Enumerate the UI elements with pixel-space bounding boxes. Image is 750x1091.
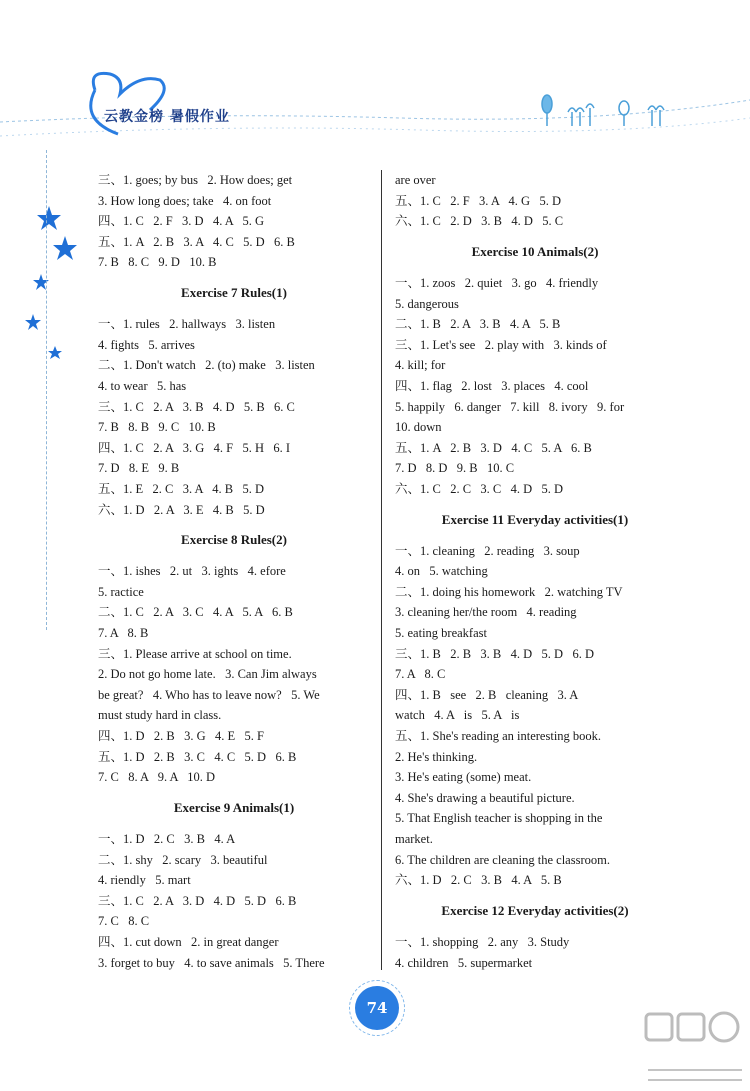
answer-line: 一、1. cleaning 2. reading 3. soup <box>395 543 580 558</box>
answer-line: market. <box>395 832 433 846</box>
spacer <box>98 273 370 283</box>
watermark-logo <box>640 1000 750 1091</box>
answer-line: 二、1. B 2. A 3. B 4. A 5. B <box>395 317 561 332</box>
answers-left-column <box>98 170 370 973</box>
spacer <box>395 232 675 242</box>
star-icon <box>25 314 41 330</box>
answer-line: 五、1. C 2. F 3. A 4. G 5. D <box>395 193 561 208</box>
answer-line: 5. happily 6. danger 7. kill 8. ivory 9. for <box>395 399 625 414</box>
answer-line: 3. cleaning her/the room 4. reading <box>395 605 577 620</box>
spacer <box>98 819 370 829</box>
star-icon <box>48 346 62 359</box>
exercise-heading: Exercise 12 Everyday activities(2) <box>441 903 629 919</box>
margin-rule <box>46 150 47 630</box>
answer-line: 2. He's thinking. <box>395 749 478 764</box>
answer-line: 4. kill; for <box>395 358 446 373</box>
answer-line: be great? 4. Who has to leave now? 5. We <box>98 687 320 702</box>
answer-line: 三、1. Please arrive at school on time. <box>98 646 292 661</box>
answer-line: 四、1. cut down 2. in great danger <box>98 934 279 949</box>
answer-line: 四、1. B see 2. B cleaning 3. A <box>395 687 579 702</box>
answer-line: 3. forget to buy 4. to save animals 5. There <box>98 955 325 970</box>
answer-line: 7. D 8. E 9. B <box>98 461 180 476</box>
answer-line: 五、1. A 2. B 3. A 4. C 5. D 6. B <box>98 234 295 249</box>
spacer <box>395 922 675 932</box>
answer-line: 四、1. D 2. B 3. G 4. E 5. F <box>98 729 264 744</box>
answer-line: watch 4. A is 5. A is <box>395 708 520 723</box>
answer-line: 5. ractice <box>98 584 144 599</box>
answer-line: 7. D 8. D 9. B 10. C <box>395 461 515 476</box>
answer-line: 2. Do not go home late. 3. Can Jim always <box>98 667 317 682</box>
spacer <box>98 788 370 798</box>
answer-line: 五、1. A 2. B 3. D 4. C 5. A 6. B <box>395 440 592 455</box>
answer-line: 三、1. B 2. B 3. B 4. D 5. D 6. D <box>395 646 594 661</box>
answer-line: 五、1. She's reading an interesting book. <box>395 729 602 744</box>
answer-line: 4. She's drawing a beautiful picture. <box>395 790 575 805</box>
column-divider <box>381 170 382 970</box>
answer-line: 5. That English teacher is shopping in the <box>395 811 603 826</box>
answer-line: 六、1. D 2. C 3. B 4. A 5. B <box>395 873 562 888</box>
answer-line: 7. B 8. B 9. C 10. B <box>98 420 216 435</box>
spacer <box>395 891 675 901</box>
answers-right-column <box>395 170 675 973</box>
answer-line: 二、1. Don't watch 2. (to) make 3. listen <box>98 358 315 373</box>
answer-line: 4. on 5. watching <box>395 564 488 579</box>
brand-title: 云教金榜 暑假作业 <box>104 109 230 125</box>
spacer <box>98 304 370 314</box>
answer-line: 四、1. C 2. F 3. D 4. A 5. G <box>98 214 264 229</box>
exercise-heading: Exercise 10 Animals(2) <box>471 244 599 260</box>
plant-icon <box>542 95 664 126</box>
answer-line: 三、1. Let's see 2. play with 3. kinds of <box>395 337 607 352</box>
answer-line: 三、1. goes; by bus 2. How does; get <box>98 173 293 187</box>
answer-line: are over <box>395 173 436 187</box>
answer-line: 4. to wear 5. has <box>98 378 187 393</box>
answer-line: 7. C 8. A 9. A 10. D <box>98 770 216 785</box>
star-icon <box>37 206 61 230</box>
answer-line: 3. How long does; take 4. on foot <box>98 193 272 208</box>
answer-line: 4. riendly 5. mart <box>98 873 191 888</box>
answer-line: 四、1. C 2. A 3. G 4. F 5. H 6. I <box>98 440 291 455</box>
answer-line: 五、1. E 2. C 3. A 4. B 5. D <box>98 481 264 496</box>
answer-line: 三、1. C 2. A 3. B 4. D 5. B 6. C <box>98 399 295 414</box>
answer-line: 三、1. C 2. A 3. D 4. D 5. D 6. B <box>98 893 297 908</box>
answer-line: 7. C 8. C <box>98 914 150 929</box>
answer-line: 5. dangerous <box>395 296 459 311</box>
answer-line: 二、1. shy 2. scary 3. beautiful <box>98 852 268 867</box>
answer-line: 一、1. ishes 2. ut 3. ights 4. efore <box>98 564 286 579</box>
star-icon <box>53 236 77 260</box>
spacer <box>98 551 370 561</box>
answer-line: 六、1. C 2. C 3. C 4. D 5. D <box>395 481 564 496</box>
star-decoration <box>25 200 85 370</box>
answer-line: 六、1. C 2. D 3. B 4. D 5. C <box>395 214 564 229</box>
answer-line: 一、1. shopping 2. any 3. Study <box>395 934 570 949</box>
answer-line: 5. eating breakfast <box>395 626 487 641</box>
exercise-heading: Exercise 8 Rules(2) <box>181 532 287 548</box>
answer-line: 10. down <box>395 420 442 435</box>
answer-line: 一、1. zoos 2. quiet 3. go 4. friendly <box>395 275 599 290</box>
spacer <box>98 520 370 530</box>
answer-line: 6. The children are cleaning the classroom. <box>395 852 610 867</box>
answer-line: 7. A 8. B <box>98 626 149 641</box>
answer-line: 4. fights 5. arrives <box>98 337 195 352</box>
answer-line: 二、1. doing his homework 2. watching TV <box>395 584 623 599</box>
answer-line: 六、1. D 2. A 3. E 4. B 5. D <box>98 502 265 517</box>
exercise-heading: Exercise 11 Everyday activities(1) <box>441 511 629 527</box>
exercise-heading: Exercise 9 Animals(1) <box>173 800 295 816</box>
answer-line: 一、1. rules 2. hallways 3. listen <box>98 317 276 332</box>
spacer <box>395 263 675 273</box>
answer-line: 3. He's eating (some) meat. <box>395 770 532 785</box>
answer-line: 4. children 5. supermarket <box>395 955 533 970</box>
answer-line: 二、1. C 2. A 3. C 4. A 5. A 6. B <box>98 605 293 620</box>
spacer <box>395 500 675 510</box>
answer-line: 四、1. flag 2. lost 3. places 4. cool <box>395 378 589 393</box>
spacer <box>395 530 675 540</box>
answer-line: 7. A 8. C <box>395 667 446 682</box>
exercise-heading: Exercise 7 Rules(1) <box>181 285 287 301</box>
page-number: 74 <box>355 986 399 1030</box>
answer-line: 7. B 8. C 9. D 10. B <box>98 255 217 270</box>
answer-line: 一、1. D 2. C 3. B 4. A <box>98 832 236 846</box>
answer-line: must study hard in class. <box>98 708 222 723</box>
answer-line: 五、1. D 2. B 3. C 4. C 5. D 6. B <box>98 749 297 764</box>
